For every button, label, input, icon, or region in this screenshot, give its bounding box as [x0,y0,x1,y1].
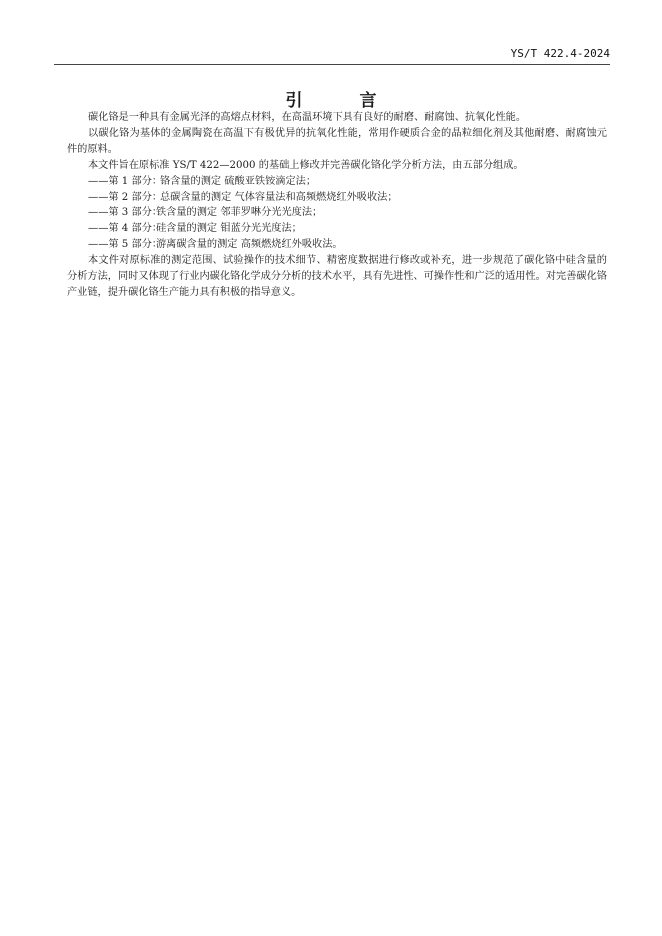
paragraph-scope: 本文件旨在原标准 YS/T 422—2000 的基础上修改并完善碳化铬化学分析方法，由五部分组成。 [88,159,524,171]
list-item-part-2 [67,190,607,206]
part-text: 硅含量的测定 钼蓝分光光度法； [156,223,302,235]
part-label: ——第 5 部分： [88,239,163,251]
part-text: 游离碳含量的测定 高频燃烧红外吸收法。 [156,239,343,251]
paragraph-closing: 本文件对原标准的测定范围、试验操作的技术细节、精密度数据进行修改或补充，进一步规范了碳化铬中硅含量的分析方法，同时又体现了行业内碳化铬化学成分分析的技术水平，具有先进性、可操作性和广泛的适用性。对完善碳化铬产业链，提升碳化铬生产能力具有积极的指导意义。 [67,255,607,298]
part-text: 铬含量的测定 硫酸亚铁铵滴定法； [160,175,317,187]
part-text: 总碳含量的测定 气体容量法和高频燃烧红外吸收法； [160,191,398,203]
paragraph-cermet: 以碳化铬为基体的金属陶瓷在高温下有极优异的抗氧化性能，常用作硬质合金的晶粒细化剂及其他耐磨、耐腐蚀元件的原料。 [67,127,607,155]
list-item-part-4 [67,221,607,237]
part-label: ——第 3 部分： [88,207,163,219]
page-title: 引 言 [285,91,397,111]
part-label: ——第 4 部分： [88,223,163,235]
list-item-part-1 [67,174,607,190]
document-body [67,110,607,301]
standard-code: YS/T 422.4-2024 [510,47,610,60]
part-text: 铁含量的测定 邻菲罗啉分光光度法； [156,207,323,219]
list-item-part-5 [67,237,607,253]
part-label: ——第 2 部分： [88,191,163,203]
paragraph-intro: 碳化铬是一种具有金属光泽的高熔点材料，在高温环境下具有良好的耐磨、耐腐蚀、抗氧化性能。 [88,112,527,123]
part-label: ——第 1 部分： [88,175,163,187]
header-rule [54,64,610,65]
list-item-part-3 [67,205,607,221]
